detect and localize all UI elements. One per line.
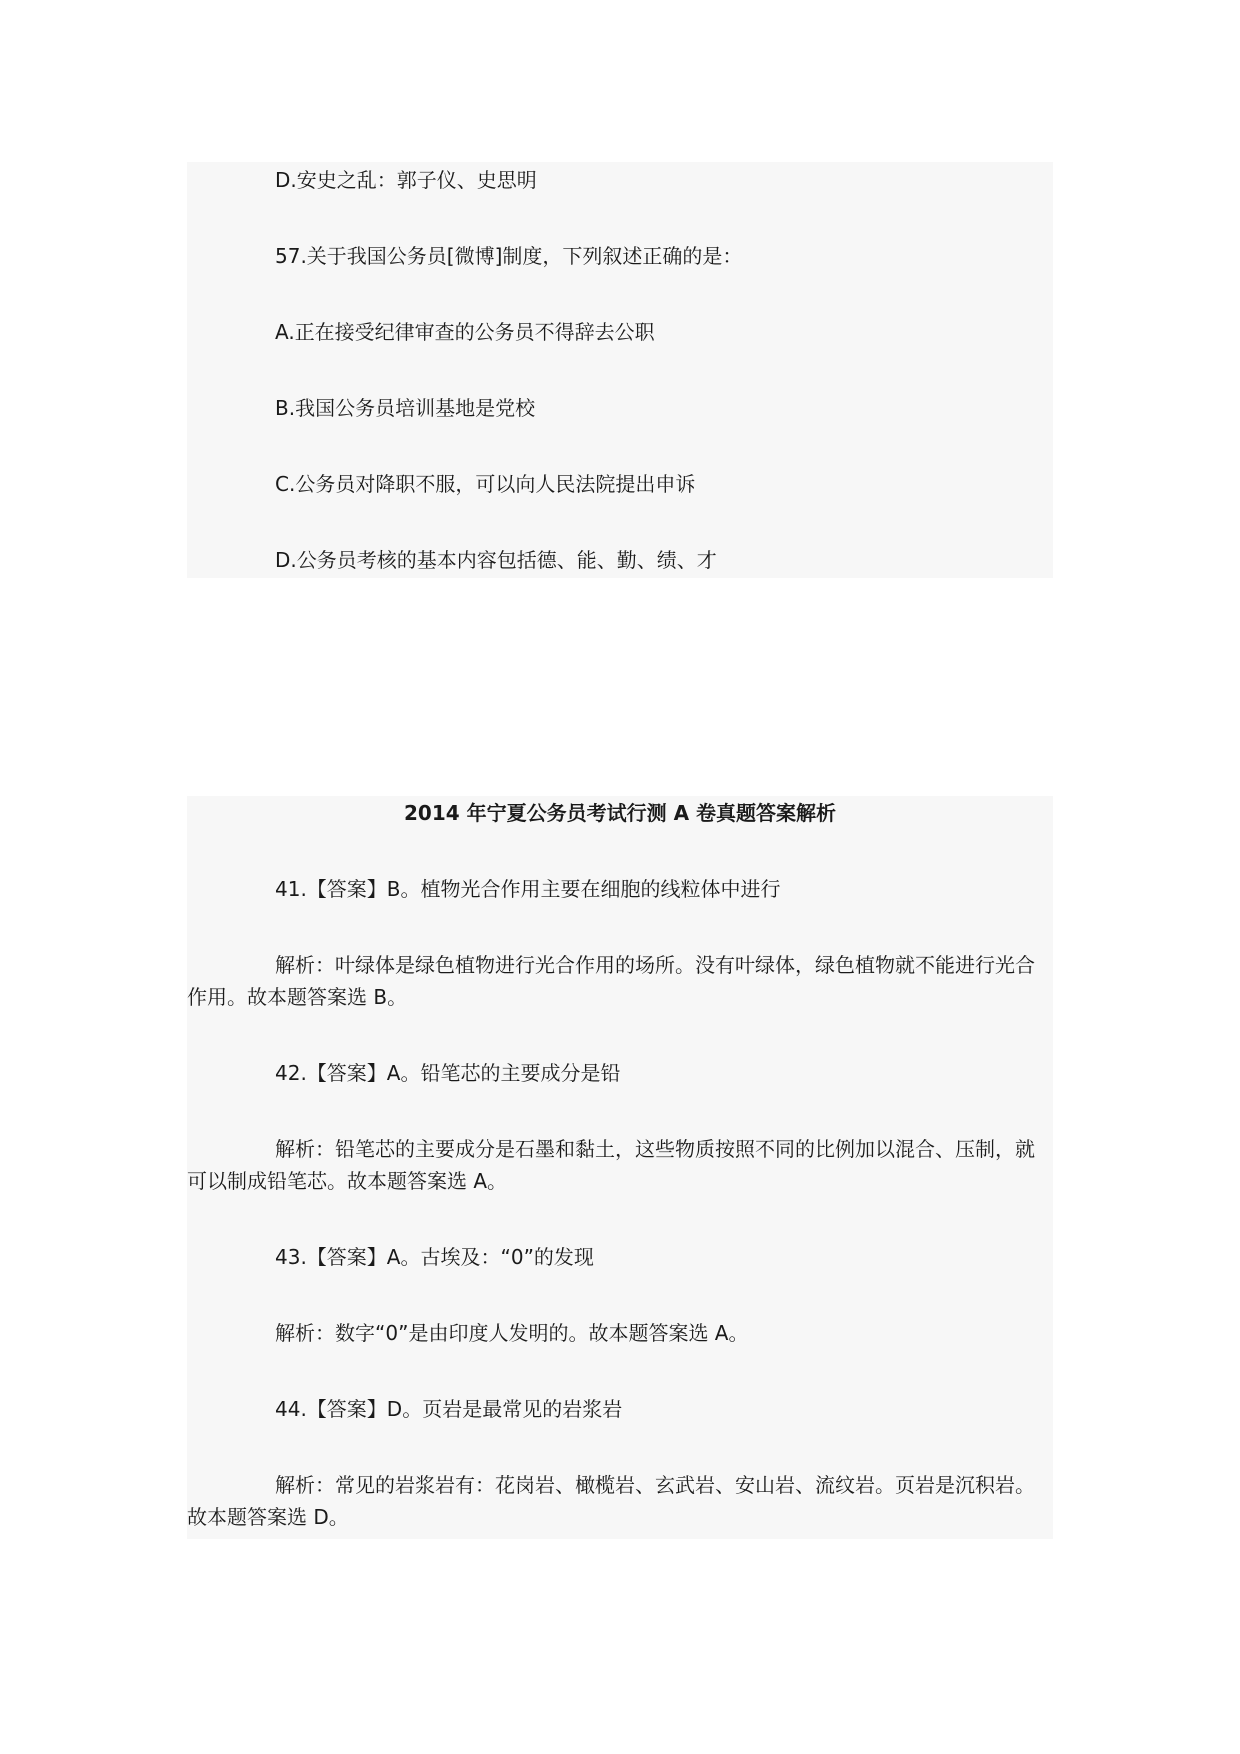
option-c: C.公务员对降职不服，可以向人民法院提出申诉 bbox=[275, 472, 696, 496]
answer-41: 41.【答案】B。植物光合作用主要在细胞的线粒体中进行 bbox=[275, 877, 781, 901]
analysis-43: 解析：数字“0”是由印度人发明的。故本题答案选 A。 bbox=[275, 1321, 749, 1345]
analysis-41: 解析：叶绿体是绿色植物进行光合作用的场所。没有叶绿体，绿色植物就不能进行光合作用。故本题答案选 B。 bbox=[187, 953, 1035, 1009]
section-title: 2014 年宁夏公务员考试行测 A 卷真题答案解析 bbox=[403, 801, 837, 825]
question-block bbox=[187, 162, 1053, 578]
answer-42: 42.【答案】A。铅笔芯的主要成分是铅 bbox=[275, 1061, 621, 1085]
answer-43: 43.【答案】A。古埃及：“0”的发现 bbox=[275, 1245, 594, 1269]
option-d: D.公务员考核的基本内容包括德、能、勤、绩、才 bbox=[275, 548, 717, 572]
option-d-an-shi: D.安史之乱：郭子仪、史思明 bbox=[275, 168, 537, 192]
answer-44: 44.【答案】D。页岩是最常见的岩浆岩 bbox=[275, 1397, 623, 1421]
question-57: 57.关于我国公务员[微博]制度，下列叙述正确的是： bbox=[275, 244, 743, 268]
option-b: B.我国公务员培训基地是党校 bbox=[275, 396, 536, 420]
option-a: A.正在接受纪律审查的公务员不得辞去公职 bbox=[275, 320, 655, 344]
analysis-44: 解析：常见的岩浆岩有：花岗岩、橄榄岩、玄武岩、安山岩、流纹岩。页岩是沉积岩。故本题答案选 D。 bbox=[187, 1473, 1035, 1529]
answer-analysis-block bbox=[187, 796, 1053, 1539]
analysis-42: 解析：铅笔芯的主要成分是石墨和黏土，这些物质按照不同的比例加以混合、压制，就可以制成铅笔芯。故本题答案选 A。 bbox=[187, 1137, 1035, 1193]
